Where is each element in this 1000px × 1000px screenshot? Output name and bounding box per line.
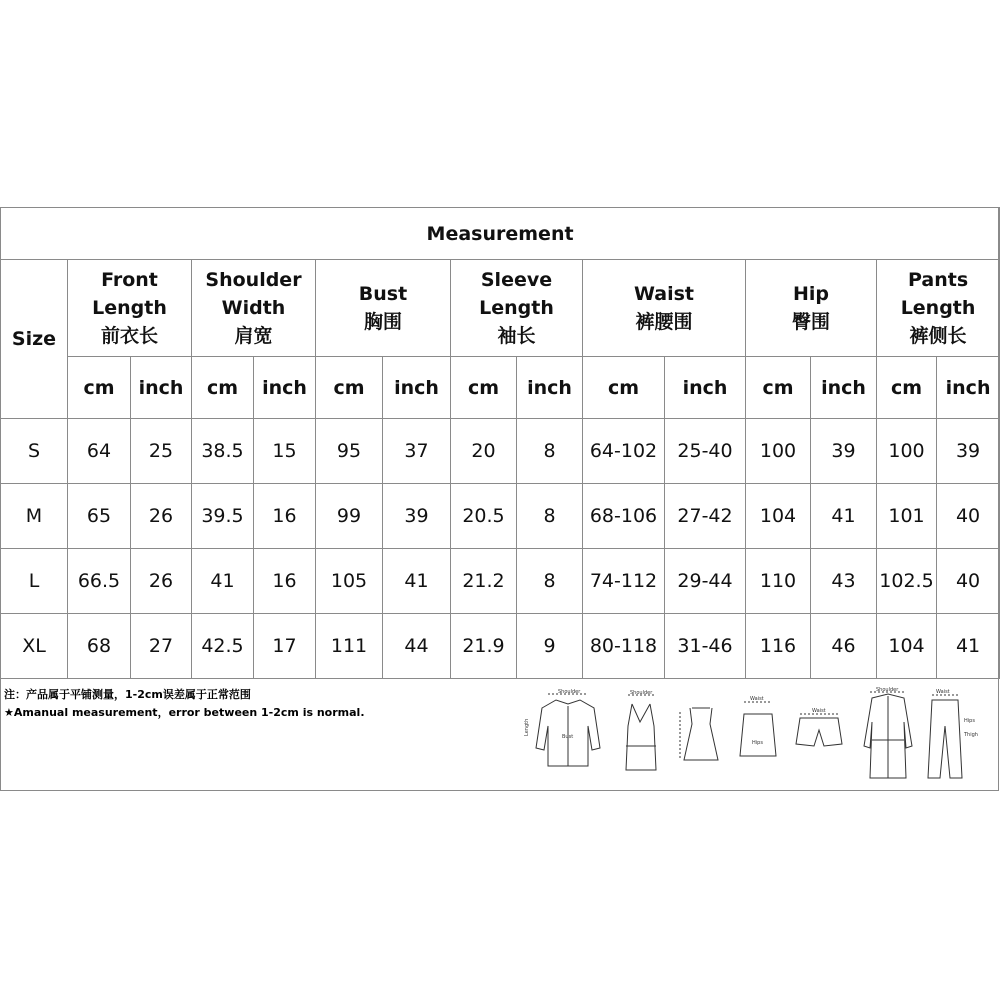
value-cell: 26 xyxy=(131,484,192,549)
label-shoulder: Shoulder xyxy=(558,689,581,695)
unit-cm: cm xyxy=(451,357,517,419)
label-thigh: Thigh xyxy=(964,732,978,738)
value-cell: 20 xyxy=(451,419,517,484)
size-cell: L xyxy=(1,549,68,614)
value-cell: 37 xyxy=(383,419,451,484)
value-cell: 20.5 xyxy=(451,484,517,549)
header-front-length: Front Length 前衣长 xyxy=(68,260,192,357)
value-cell: 21.9 xyxy=(451,614,517,679)
value-cell: 95 xyxy=(316,419,383,484)
size-cell: M xyxy=(1,484,68,549)
value-cell: 29-44 xyxy=(665,549,746,614)
value-cell: 40 xyxy=(937,549,1000,614)
size-cell: S xyxy=(1,419,68,484)
value-cell: 105 xyxy=(316,549,383,614)
value-cell: 9 xyxy=(517,614,583,679)
size-cell: XL xyxy=(1,614,68,679)
value-cell: 68-106 xyxy=(583,484,665,549)
measurement-notes xyxy=(4,686,365,722)
header-pants-length: Pants Length 裤侧长 xyxy=(877,260,1000,357)
table-row xyxy=(1,484,1000,549)
value-cell: 31-46 xyxy=(665,614,746,679)
value-cell: 39 xyxy=(937,419,1000,484)
value-cell: 111 xyxy=(316,614,383,679)
value-cell: 44 xyxy=(383,614,451,679)
unit-inch: inch xyxy=(665,357,746,419)
size-header: Size xyxy=(1,260,68,419)
value-cell: 41 xyxy=(383,549,451,614)
header-shoulder-width: Shoulder Width 肩宽 xyxy=(192,260,316,357)
header-waist: Waist 裤腰围 xyxy=(583,260,746,357)
unit-cm: cm xyxy=(316,357,383,419)
table-row xyxy=(1,419,1000,484)
skirt-sketch xyxy=(740,696,776,756)
value-cell: 116 xyxy=(746,614,811,679)
note-chinese: 注：产品属于平铺测量，1-2cm误差属于正常范围 xyxy=(4,688,251,701)
header-hip: Hip 臀围 xyxy=(746,260,877,357)
table-row xyxy=(1,549,1000,614)
label-shoulder: Shoulder xyxy=(876,687,899,693)
value-cell: 41 xyxy=(192,549,254,614)
value-cell: 65 xyxy=(68,484,131,549)
label-hips: Hips xyxy=(752,740,763,746)
value-cell: 102.5 xyxy=(877,549,937,614)
unit-inch: inch xyxy=(937,357,1000,419)
unit-cm: cm xyxy=(68,357,131,419)
unit-row xyxy=(1,357,1000,419)
unit-inch: inch xyxy=(383,357,451,419)
shorts-sketch xyxy=(796,708,842,746)
value-cell: 26 xyxy=(131,549,192,614)
value-cell: 80-118 xyxy=(583,614,665,679)
header-bust: Bust 胸围 xyxy=(316,260,451,357)
garment-measurement-diagram xyxy=(522,686,982,782)
value-cell: 25-40 xyxy=(665,419,746,484)
value-cell: 38.5 xyxy=(192,419,254,484)
value-cell: 42.5 xyxy=(192,614,254,679)
value-cell: 101 xyxy=(877,484,937,549)
unit-cm: cm xyxy=(746,357,811,419)
pants-sketch xyxy=(928,689,978,778)
value-cell: 15 xyxy=(254,419,316,484)
unit-cm: cm xyxy=(583,357,665,419)
size-chart-table xyxy=(0,207,1000,679)
header-sleeve-length: Sleeve Length 袖长 xyxy=(451,260,583,357)
value-cell: 66.5 xyxy=(68,549,131,614)
value-cell: 99 xyxy=(316,484,383,549)
value-cell: 104 xyxy=(877,614,937,679)
label-bust: Bust xyxy=(562,734,574,740)
value-cell: 39 xyxy=(383,484,451,549)
value-cell: 100 xyxy=(877,419,937,484)
value-cell: 46 xyxy=(811,614,877,679)
value-cell: 27-42 xyxy=(665,484,746,549)
value-cell: 64 xyxy=(68,419,131,484)
value-cell: 27 xyxy=(131,614,192,679)
unit-inch: inch xyxy=(131,357,192,419)
unit-inch: inch xyxy=(517,357,583,419)
value-cell: 39.5 xyxy=(192,484,254,549)
value-cell: 64-102 xyxy=(583,419,665,484)
value-cell: 8 xyxy=(517,549,583,614)
value-cell: 40 xyxy=(937,484,1000,549)
label-shoulder: Shoulder xyxy=(630,690,653,696)
value-cell: 110 xyxy=(746,549,811,614)
dress-sketch xyxy=(680,708,718,760)
label-waist: Waist xyxy=(812,708,826,714)
coat-sketch xyxy=(864,687,912,778)
table-title: Measurement xyxy=(1,208,1000,260)
value-cell: 74-112 xyxy=(583,549,665,614)
label-hips: Hips xyxy=(964,718,975,724)
value-cell: 68 xyxy=(68,614,131,679)
unit-inch: inch xyxy=(811,357,877,419)
value-cell: 16 xyxy=(254,549,316,614)
label-waist: Waist xyxy=(936,689,950,695)
table-row xyxy=(1,614,1000,679)
camisole-sketch xyxy=(626,690,656,770)
value-cell: 17 xyxy=(254,614,316,679)
label-length: Length xyxy=(524,718,530,736)
value-cell: 8 xyxy=(517,419,583,484)
shirt-sketch xyxy=(524,689,600,766)
value-cell: 16 xyxy=(254,484,316,549)
label-waist: Waist xyxy=(750,696,764,702)
value-cell: 104 xyxy=(746,484,811,549)
note-english: ★Amanual measurement，error between 1-2cm is normal. xyxy=(4,706,365,719)
value-cell: 43 xyxy=(811,549,877,614)
value-cell: 100 xyxy=(746,419,811,484)
unit-cm: cm xyxy=(877,357,937,419)
value-cell: 41 xyxy=(937,614,1000,679)
value-cell: 39 xyxy=(811,419,877,484)
unit-inch: inch xyxy=(254,357,316,419)
value-cell: 25 xyxy=(131,419,192,484)
unit-cm: cm xyxy=(192,357,254,419)
value-cell: 41 xyxy=(811,484,877,549)
value-cell: 21.2 xyxy=(451,549,517,614)
value-cell: 8 xyxy=(517,484,583,549)
